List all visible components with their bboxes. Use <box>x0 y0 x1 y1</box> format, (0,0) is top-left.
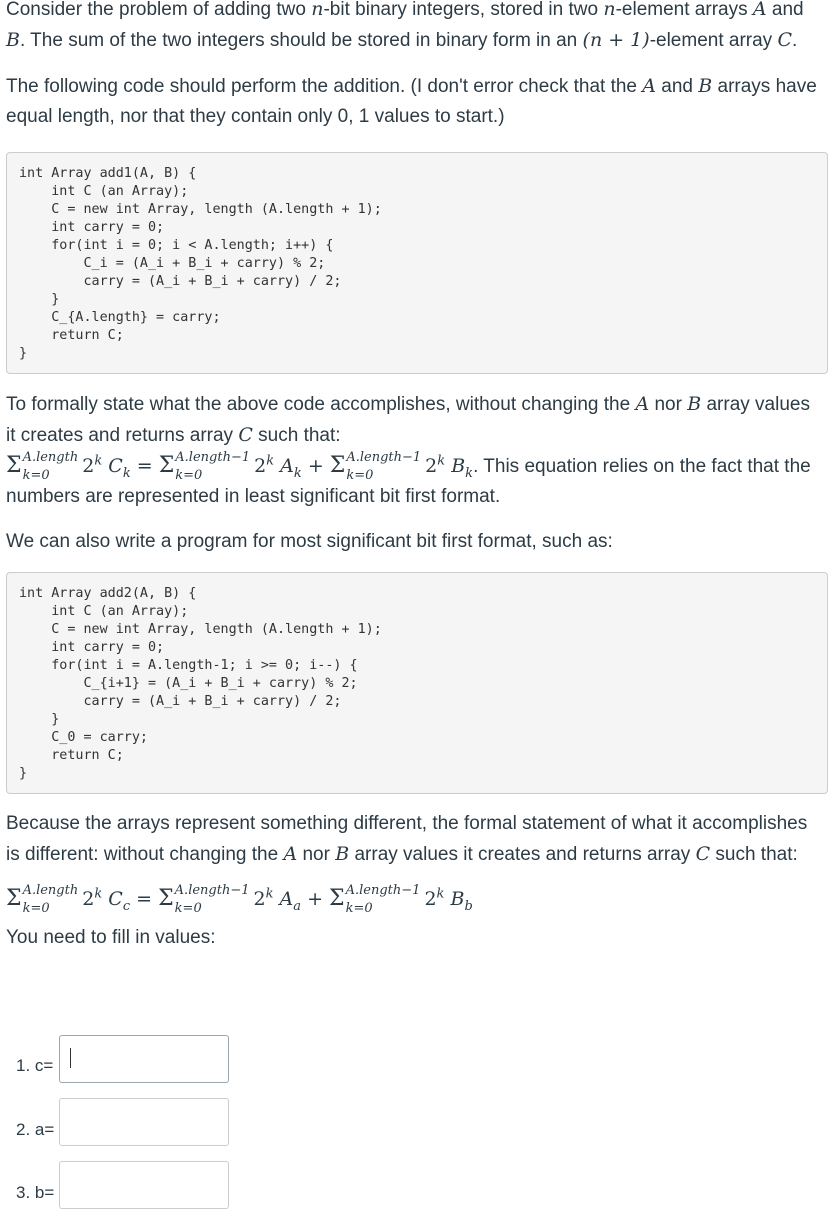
text: -element arrays <box>615 0 753 20</box>
question-label: 1. c= <box>16 1056 54 1075</box>
math-c: C <box>695 843 711 865</box>
lower-limit: k=0 <box>175 468 203 483</box>
text-cursor <box>70 1048 71 1068</box>
sum-limits <box>175 450 251 483</box>
sigma-symbol: Σ <box>329 886 345 911</box>
exponent: k <box>94 886 103 902</box>
sum-limits <box>22 450 79 483</box>
math-c: C <box>108 455 123 477</box>
sigma-symbol: Σ <box>329 453 346 478</box>
text: nor <box>297 844 336 865</box>
math-n: n <box>311 0 324 20</box>
subscript-c: c <box>122 898 131 914</box>
math-a: A <box>635 393 650 415</box>
math-n-plus-1: (n + 1) <box>582 29 650 51</box>
upper-limit: A.length−1 <box>175 450 251 465</box>
lower-limit: k=0 <box>174 901 202 916</box>
math-n: n <box>603 0 616 20</box>
code-block-add1: int Array add1(A, B) { int C (an Array); C = new int Array, length (A.length + 1); int carry = 0; for(int i = 0; i < A.length; i++) { C_i = (A_i + B_i + carry) % 2; carry = (A_i + B_i + carry) / 2; } C_{A.length} = carry; return C; } <box>6 152 828 374</box>
math-a: A <box>642 75 656 97</box>
subscript: k <box>465 465 474 481</box>
exponent: k <box>437 453 446 469</box>
base: 2 <box>253 888 266 910</box>
question-label: 3. b= <box>16 1183 55 1202</box>
lower-limit: k=0 <box>22 468 50 483</box>
text: . The sum of the two integers should be stored in binary form in an <box>19 30 583 51</box>
text: array values it creates and returns array <box>6 394 810 446</box>
text: Because the arrays represent something different, the formal statement of what it accomplishes is different: without changing the <box>6 813 808 865</box>
exponent: k <box>436 886 445 902</box>
upper-limit: A.length−1 <box>174 883 250 898</box>
exponent: k <box>94 453 103 469</box>
base: 2 <box>424 888 437 910</box>
upper-limit: A.length <box>22 883 79 898</box>
sum-limits <box>346 450 422 483</box>
base: 2 <box>82 888 95 910</box>
math-b: B <box>450 888 465 910</box>
math-b: B <box>698 75 713 97</box>
sum-limits <box>345 883 421 916</box>
equals-sign: = <box>136 455 153 477</box>
math-a: A <box>752 0 767 20</box>
subscript-a: a <box>293 898 302 914</box>
code-intro-paragraph <box>6 71 821 132</box>
lower-limit: k=0 <box>345 901 373 916</box>
math-a: A <box>283 843 298 865</box>
content <box>6 0 828 953</box>
formula-msb-line <box>6 884 828 915</box>
subscript: k <box>293 465 302 481</box>
sum-limits <box>22 883 79 916</box>
plus-sign: + <box>307 888 323 910</box>
sigma-symbol: Σ <box>6 453 22 478</box>
code-block-add2: int Array add2(A, B) { int C (an Array); C = new int Array, length (A.length + 1); int carry = 0; for(int i = A.length-1; i >= 0; i--) { C_{i+1} = (A_i + B_i + carry) % 2; carry = (A_i + B_i + carry) / 2; } C_0 = carry; return C; } <box>6 572 828 794</box>
intro-paragraph <box>6 0 818 56</box>
formula-msb-first <box>6 884 473 914</box>
upper-limit: A.length−1 <box>346 450 422 465</box>
text: such that: <box>710 844 798 865</box>
formula-lsb-first <box>6 451 473 481</box>
text: and <box>656 76 699 97</box>
math-c: C <box>108 888 123 910</box>
math-b: B <box>687 393 702 415</box>
math-b: B <box>451 455 466 477</box>
math-b: B <box>335 843 350 865</box>
text: nor <box>649 394 688 415</box>
sigma-symbol: Σ <box>6 886 22 911</box>
answer-input-b[interactable] <box>59 1161 229 1209</box>
answer-input-c[interactable] <box>59 1035 229 1083</box>
fill-in-instruction: You need to fill in values: <box>6 927 216 948</box>
text: arrays have equal length, nor that they contain only 0, 1 values to start.) <box>6 76 817 127</box>
math-b: B <box>6 29 20 51</box>
text: array values it creates and returns array <box>349 844 696 865</box>
exponent: k <box>266 453 275 469</box>
upper-limit: A.length−1 <box>345 883 421 898</box>
text: The following code should perform the addition. (I don't error check that the <box>6 76 643 97</box>
base: 2 <box>425 455 438 477</box>
text: -bit binary integers, stored in two <box>323 0 604 20</box>
base: 2 <box>82 455 95 477</box>
text: -element array <box>649 30 778 51</box>
msb-intro-paragraph: We can also write a program for most significant bit first format, such as: <box>6 531 613 552</box>
subscript-b: b <box>464 898 473 914</box>
text: To formally state what the above code accomplishes, without changing the <box>6 394 636 415</box>
msb-formal-paragraph <box>6 809 818 870</box>
plus-sign: + <box>307 455 324 477</box>
math-c: C <box>238 424 253 446</box>
sigma-symbol: Σ <box>158 886 174 911</box>
formal-statement-paragraph <box>6 389 818 512</box>
text: and <box>766 0 804 20</box>
upper-limit: A.length <box>22 450 79 465</box>
math-a: A <box>280 455 294 477</box>
exponent: k <box>265 886 274 902</box>
text: . <box>792 30 798 51</box>
math-a: A <box>279 888 294 910</box>
lower-limit: k=0 <box>346 468 374 483</box>
sum-limits <box>174 883 250 916</box>
base: 2 <box>254 455 267 477</box>
text: Consider the problem of adding two <box>6 0 312 20</box>
question-label: 2. a= <box>16 1120 55 1139</box>
math-c: C <box>777 29 793 51</box>
lower-limit: k=0 <box>22 901 50 916</box>
text: . This equation relies on the fact that the numbers are represented in least significant bit first format. <box>6 456 811 507</box>
equals-sign: = <box>136 888 153 910</box>
sigma-symbol: Σ <box>158 453 175 478</box>
subscript: k <box>122 465 131 481</box>
text: such that: <box>252 425 341 446</box>
answer-input-a[interactable] <box>59 1098 229 1146</box>
